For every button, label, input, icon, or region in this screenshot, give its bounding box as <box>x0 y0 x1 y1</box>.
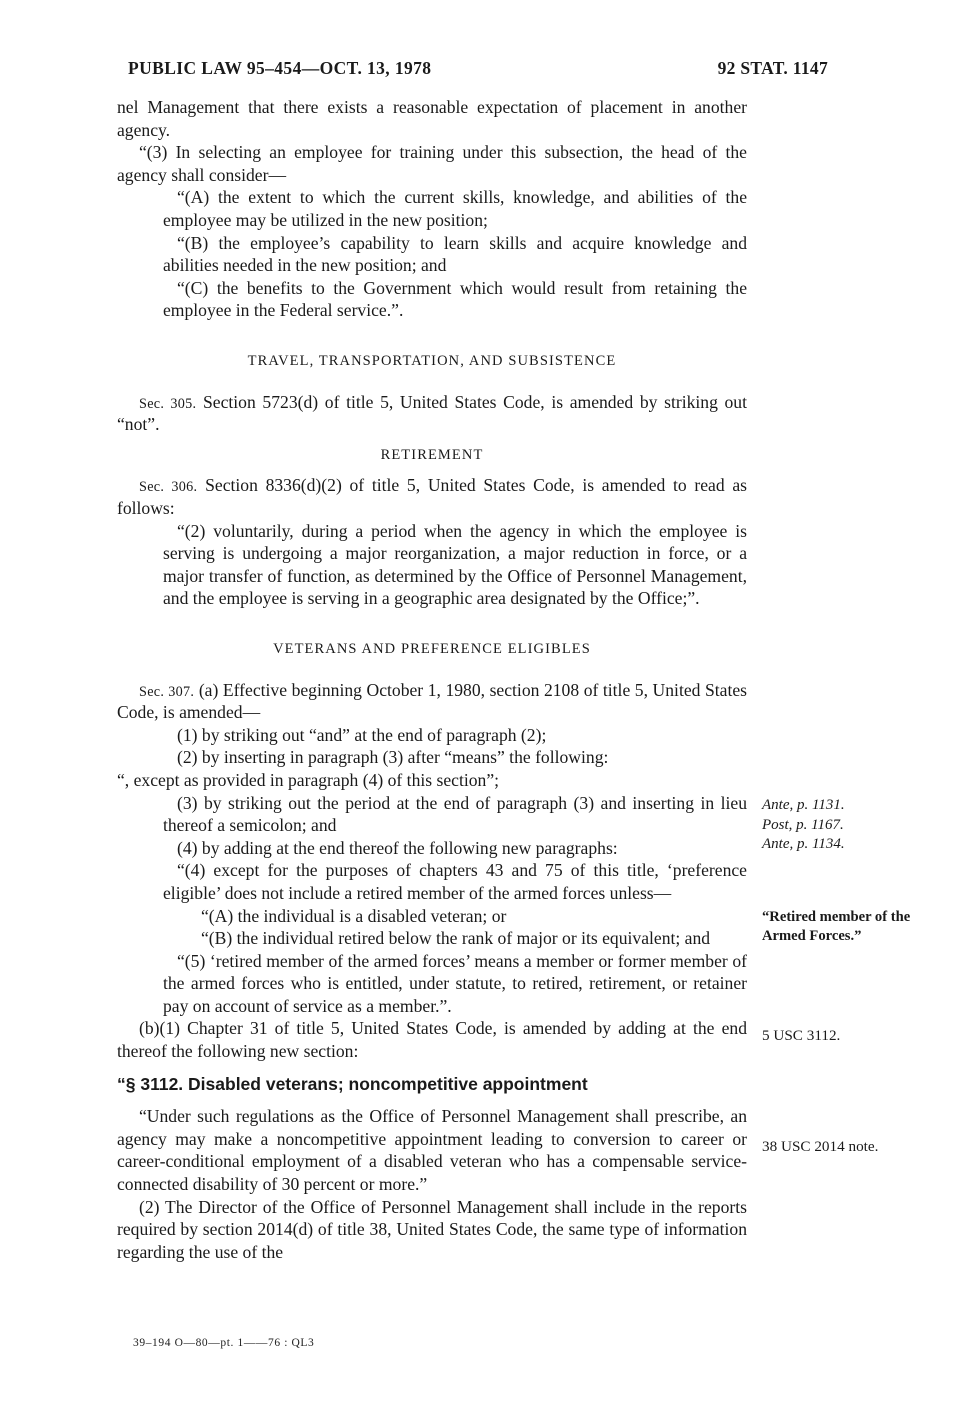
paragraph-continuation: nel Management that there exists a reasonable expectation of placement in another agency. <box>117 97 747 140</box>
section-307-quote-4-b: “(B) the individual retired below the rank of major or its equivalent; and <box>201 928 711 949</box>
margin-note-usc-3112-text: 5 USC 3112. <box>762 1027 841 1044</box>
section-307 <box>117 679 747 724</box>
margin-note-ante-1131: Ante, p. 1131. <box>762 797 845 813</box>
paragraph-3: “(3) In selecting an employee for training under this subsection, the head of the agency shall consider— <box>117 142 747 185</box>
paragraph-3-a: “(A) the extent to which the current skills, knowledge, and abilities of the employee may be utilized in the new position; <box>163 187 747 230</box>
section-306-label: Sec. 306. <box>139 479 198 496</box>
margin-note-post-1167: Post, p. 1167. <box>762 816 844 833</box>
section-305-label: Sec. 305. <box>139 395 197 412</box>
section-306 <box>117 474 747 519</box>
running-head-left: PUBLIC LAW 95–454—OCT. 13, 1978 <box>128 58 432 78</box>
section-307-quote-4-a: “(A) the individual is a disabled veteran; or <box>201 905 507 926</box>
paragraph-3-c: “(C) the benefits to the Government which would result from retaining the employee in the Federal service.”. <box>163 277 747 321</box>
main-text-column <box>117 96 747 1263</box>
section-307-item-2-cont: “, except as provided in paragraph (4) of this section”; <box>117 769 500 790</box>
section-306-text: Section 8336(d)(2) of title 5, United States Code, is amended to read as follows: <box>117 475 748 518</box>
section-305-text: Section 5723(d) of title 5, United States Code, is amended by striking out “not”. <box>117 391 747 435</box>
running-head-right: 92 STAT. 1147 <box>717 58 828 78</box>
section-306-quote: “(2) voluntarily, during a period when the agency in which the employee is serving is undergoing a major reorganization, a major reduction in force, or a major transfer of function, as determined by the Office of Personnel Management, and the employee is serving in a geographic area designated by the Office;”. <box>163 520 747 609</box>
section-307-item-1: (1) by striking out “and” at the end of paragraph (2); <box>177 724 547 745</box>
margin-note-retired-member <box>762 908 942 947</box>
section-307-label: Sec. 307. <box>139 683 195 700</box>
section-305 <box>117 391 747 436</box>
margin-note-retired-member-text: “Retired member of the Armed Forces.” <box>762 909 911 945</box>
section-307-item-4: (4) by adding at the end thereof the following new paragraphs: <box>177 837 618 858</box>
heading-travel-transportation-subsistence: TRAVEL, TRANSPORTATION, AND SUBSISTENCE <box>247 352 617 369</box>
section-307-item-3: (3) by striking out the period at the end of paragraph (3) and inserting in lieu thereof a semicolon; and <box>163 792 747 836</box>
paragraph-3-b: “(B) the employee’s capability to learn skills and acquire knowledge and abilities needed in the new position; and <box>163 232 747 276</box>
section-307-item-2: (2) by inserting in paragraph (3) after “means” the following: <box>177 747 609 768</box>
margin-note-usc-2014 <box>762 1137 942 1157</box>
section-3112-title: “§ 3112. Disabled veterans; noncompetitive appointment <box>117 1073 588 1094</box>
margin-note-usc-3112 <box>762 1026 942 1046</box>
running-head <box>0 58 956 79</box>
heading-veterans-preference-eligibles: VETERANS AND PREFERENCE ELIGIBLES <box>273 640 591 657</box>
heading-retirement: RETIREMENT <box>380 446 484 463</box>
section-307-text: (a) Effective beginning October 1, 1980, section 2108 of title 5, United States Code, is amended— <box>117 679 748 723</box>
paragraph-b-2: (2) The Director of the Office of Personnel Management shall include in the reports required by section 2014(d) of title 38, United States Code, the same type of information regarding the use of the <box>117 1196 747 1262</box>
page-footer-signature: 39–194 O—80—pt. 1——76 : QL3 <box>133 1337 315 1349</box>
margin-note-references <box>762 796 942 855</box>
section-3112-text: “Under such regulations as the Office of Personnel Management shall prescribe, an agency may make a noncompetitive appointment leading to conversion to career or career-conditional employment of a disabled veteran who has a compensable service-connected disability of 30 percent or more.” <box>117 1106 747 1194</box>
margin-note-usc-2014-text: 38 USC 2014 note. <box>762 1138 879 1155</box>
margin-note-ante-1134: Ante, p. 1134. <box>762 836 845 852</box>
section-307-b-1: (b)(1) Chapter 31 of title 5, United States Code, is amended by adding at the end thereof the following new section: <box>117 1018 747 1062</box>
section-307-quote-4: “(4) except for the purposes of chapters 43 and 75 of this title, ‘preference eligible’ does not include a retired member of the armed forces unless— <box>163 860 747 903</box>
section-307-quote-5: “(5) ‘retired member of the armed forces’ means a member or former member of the armed forces who is entitled, under statute, to retired, retirement, or retainer pay on account of service as a member.”. <box>163 950 747 1016</box>
